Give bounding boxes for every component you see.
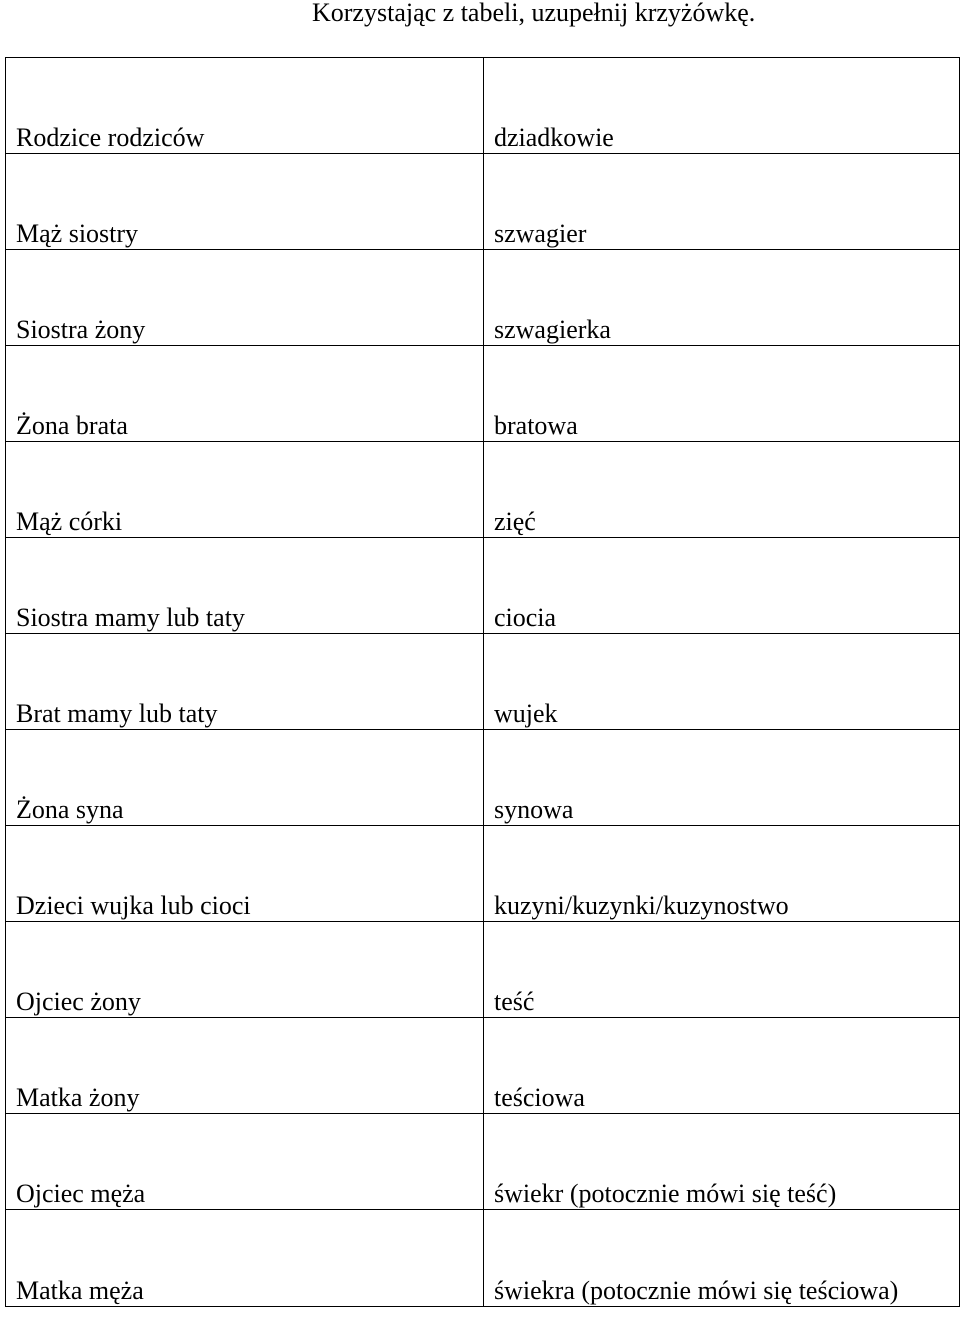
- answer-text: synowa: [494, 795, 574, 824]
- answer-cell: [484, 730, 960, 826]
- answer-text: bratowa: [494, 411, 578, 440]
- definition-text: Siostra żony: [16, 315, 146, 344]
- table-row: [6, 634, 960, 730]
- definition-text: Brat mamy lub taty: [16, 699, 218, 728]
- definition-text: Matka męża: [16, 1276, 144, 1305]
- family-terms-table: [5, 57, 960, 1307]
- answer-cell: [484, 442, 960, 538]
- answer-text: świekr (potocznie mówi się teść): [494, 1179, 837, 1208]
- definition-text: Matka żony: [16, 1083, 140, 1112]
- definition-text: Mąż córki: [16, 507, 123, 536]
- table-row: [6, 1018, 960, 1114]
- definition-cell: [6, 1210, 484, 1307]
- definition-cell: [6, 730, 484, 826]
- table-row: [6, 826, 960, 922]
- answer-text: wujek: [494, 699, 558, 728]
- answer-cell: [484, 154, 960, 250]
- definition-cell: [6, 826, 484, 922]
- answer-text: zięć: [494, 507, 536, 536]
- table-row: [6, 442, 960, 538]
- answer-cell: [484, 346, 960, 442]
- definition-text: Ojciec żony: [16, 987, 141, 1016]
- definition-cell: [6, 634, 484, 730]
- answer-text: teść: [494, 987, 535, 1016]
- answer-cell: [484, 634, 960, 730]
- answer-cell: [484, 826, 960, 922]
- table-row: [6, 730, 960, 826]
- answer-text: świekra (potocznie mówi się teściowa): [494, 1276, 899, 1305]
- definition-text: Siostra mamy lub taty: [16, 603, 245, 632]
- table-row: [6, 250, 960, 346]
- definition-cell: [6, 442, 484, 538]
- table-row: [6, 1210, 960, 1307]
- definition-text: Żona syna: [16, 795, 124, 824]
- definition-text: Rodzice rodziców: [16, 123, 205, 152]
- answer-cell: [484, 1210, 960, 1307]
- answer-cell: [484, 1114, 960, 1210]
- definition-text: Żona brata: [16, 411, 128, 440]
- answer-text: kuzyni/kuzynki/kuzynostwo: [494, 891, 789, 920]
- answer-cell: [484, 922, 960, 1018]
- definition-cell: [6, 1114, 484, 1210]
- answer-text: ciocia: [494, 603, 557, 632]
- definition-text: Dzieci wujka lub cioci: [16, 891, 251, 920]
- answer-cell: [484, 1018, 960, 1114]
- page-title: Korzystając z tabeli, uzupełnij krzyżówkę.: [312, 0, 756, 27]
- answer-text: teściowa: [494, 1083, 585, 1112]
- definition-cell: [6, 250, 484, 346]
- answer-cell: [484, 250, 960, 346]
- table-row: [6, 538, 960, 634]
- answer-text: szwagier: [494, 219, 587, 248]
- table-row: [6, 1114, 960, 1210]
- answer-cell: [484, 58, 960, 154]
- table-row: [6, 346, 960, 442]
- definition-cell: [6, 58, 484, 154]
- definition-text: Mąż siostry: [16, 219, 139, 248]
- definition-cell: [6, 346, 484, 442]
- table-row: [6, 922, 960, 1018]
- table-row: [6, 154, 960, 250]
- answer-text: szwagierka: [494, 315, 611, 344]
- definition-cell: [6, 538, 484, 634]
- answer-cell: [484, 538, 960, 634]
- definition-cell: [6, 154, 484, 250]
- definition-cell: [6, 922, 484, 1018]
- definition-text: Ojciec męża: [16, 1179, 146, 1208]
- table-row: [6, 58, 960, 154]
- answer-text: dziadkowie: [494, 123, 614, 152]
- definition-cell: [6, 1018, 484, 1114]
